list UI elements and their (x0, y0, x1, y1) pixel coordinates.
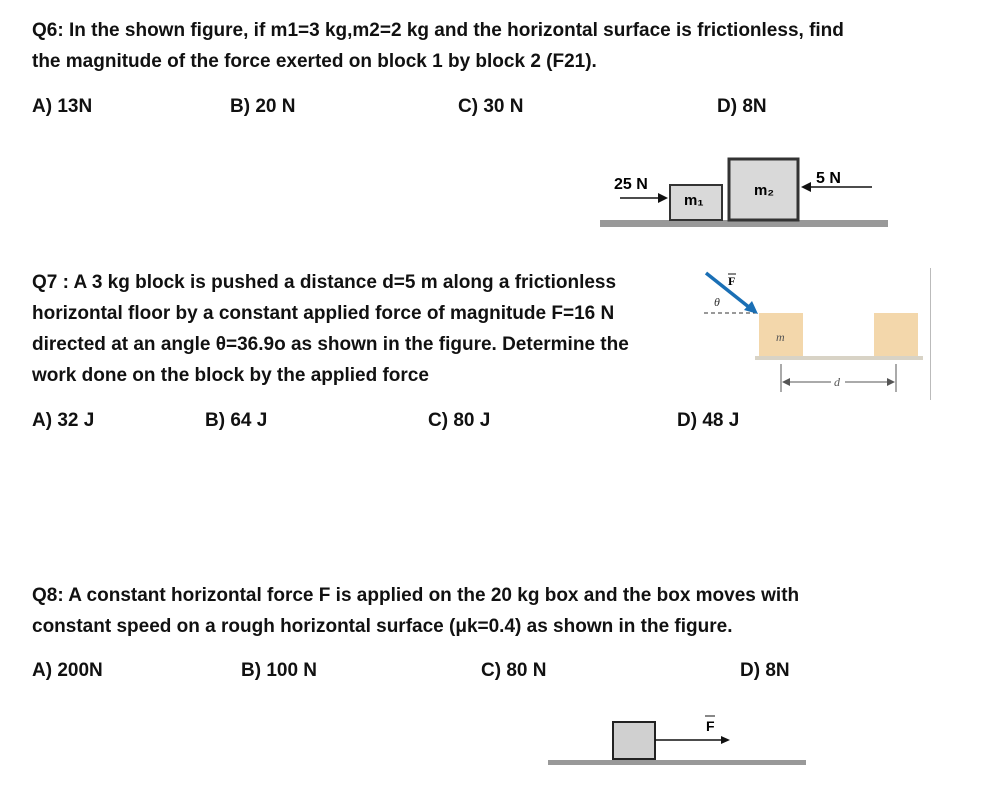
q8-question-line1: Q8: A constant horizontal force F is applied on the 20 kg box and the box moves with (32, 585, 800, 606)
q7-block-end (874, 313, 918, 356)
q8-question (32, 580, 972, 642)
q6-right-force-arrowhead (801, 182, 811, 192)
q7-figure-border (930, 268, 931, 400)
q7-distance-arrow-left (782, 378, 790, 386)
q7-question-line3: directed at an angle θ=36.9o as shown in the figure. Determine the (32, 334, 629, 355)
q6-question-line1: Q6: In the shown figure, if m1=3 kg,m2=2 kg and the horizontal surface is frictionless, find (32, 20, 844, 41)
q7-question-line2: horizontal floor by a constant applied force of magnitude F=16 N (32, 303, 615, 324)
q7-question (32, 267, 702, 391)
q6-block2-label: m₂ (754, 182, 775, 199)
q6-option-d: D) 8N (717, 96, 767, 117)
q8-surface (548, 760, 806, 765)
q6-option-c: C) 30 N (458, 96, 524, 117)
q7-question-line4: work done on the block by the applied force (32, 365, 429, 386)
q6-question (32, 15, 972, 77)
q7-angle-label: θ (714, 295, 720, 309)
q8-force-label: F (706, 718, 715, 734)
q6-right-force-label: 5 N (816, 170, 841, 187)
q8-option-a: A) 200N (32, 660, 103, 681)
q8-force-arrowhead (721, 736, 730, 744)
q6-left-force-label: 25 N (614, 176, 648, 193)
q6-question-line2: the magnitude of the force exerted on block 1 by block 2 (F21). (32, 51, 597, 72)
q6-option-a: A) 13N (32, 96, 93, 117)
q8-option-b: B) 100 N (241, 660, 318, 681)
q6-option-b: B) 20 N (230, 96, 296, 117)
q7-mass-label: m (776, 330, 785, 344)
q8-box (613, 722, 655, 759)
q7-distance-arrow-right (887, 378, 895, 386)
q8-option-c: C) 80 N (481, 660, 547, 681)
q8-question-line2: constant speed on a rough horizontal surface (μk=0.4) as shown in the figure. (32, 616, 733, 637)
q6-left-force-arrowhead (658, 193, 668, 203)
q8-figure (545, 705, 810, 770)
q7-option-c: C) 80 J (428, 410, 491, 431)
q7-option-b: B) 64 J (205, 410, 268, 431)
q7-floor (755, 356, 923, 360)
q6-figure (590, 150, 900, 235)
q7-option-a: A) 32 J (32, 410, 95, 431)
q7-option-d: D) 48 J (677, 410, 740, 431)
q8-option-d: D) 8N (740, 660, 790, 681)
q7-question-line1: Q7 : A 3 kg block is pushed a distance d=5 m along a frictionless (32, 272, 617, 293)
q7-distance-label: d (834, 375, 840, 389)
q7-figure (700, 268, 928, 400)
q6-block1-label: m₁ (684, 192, 704, 209)
q7-force-label: F (728, 274, 736, 288)
